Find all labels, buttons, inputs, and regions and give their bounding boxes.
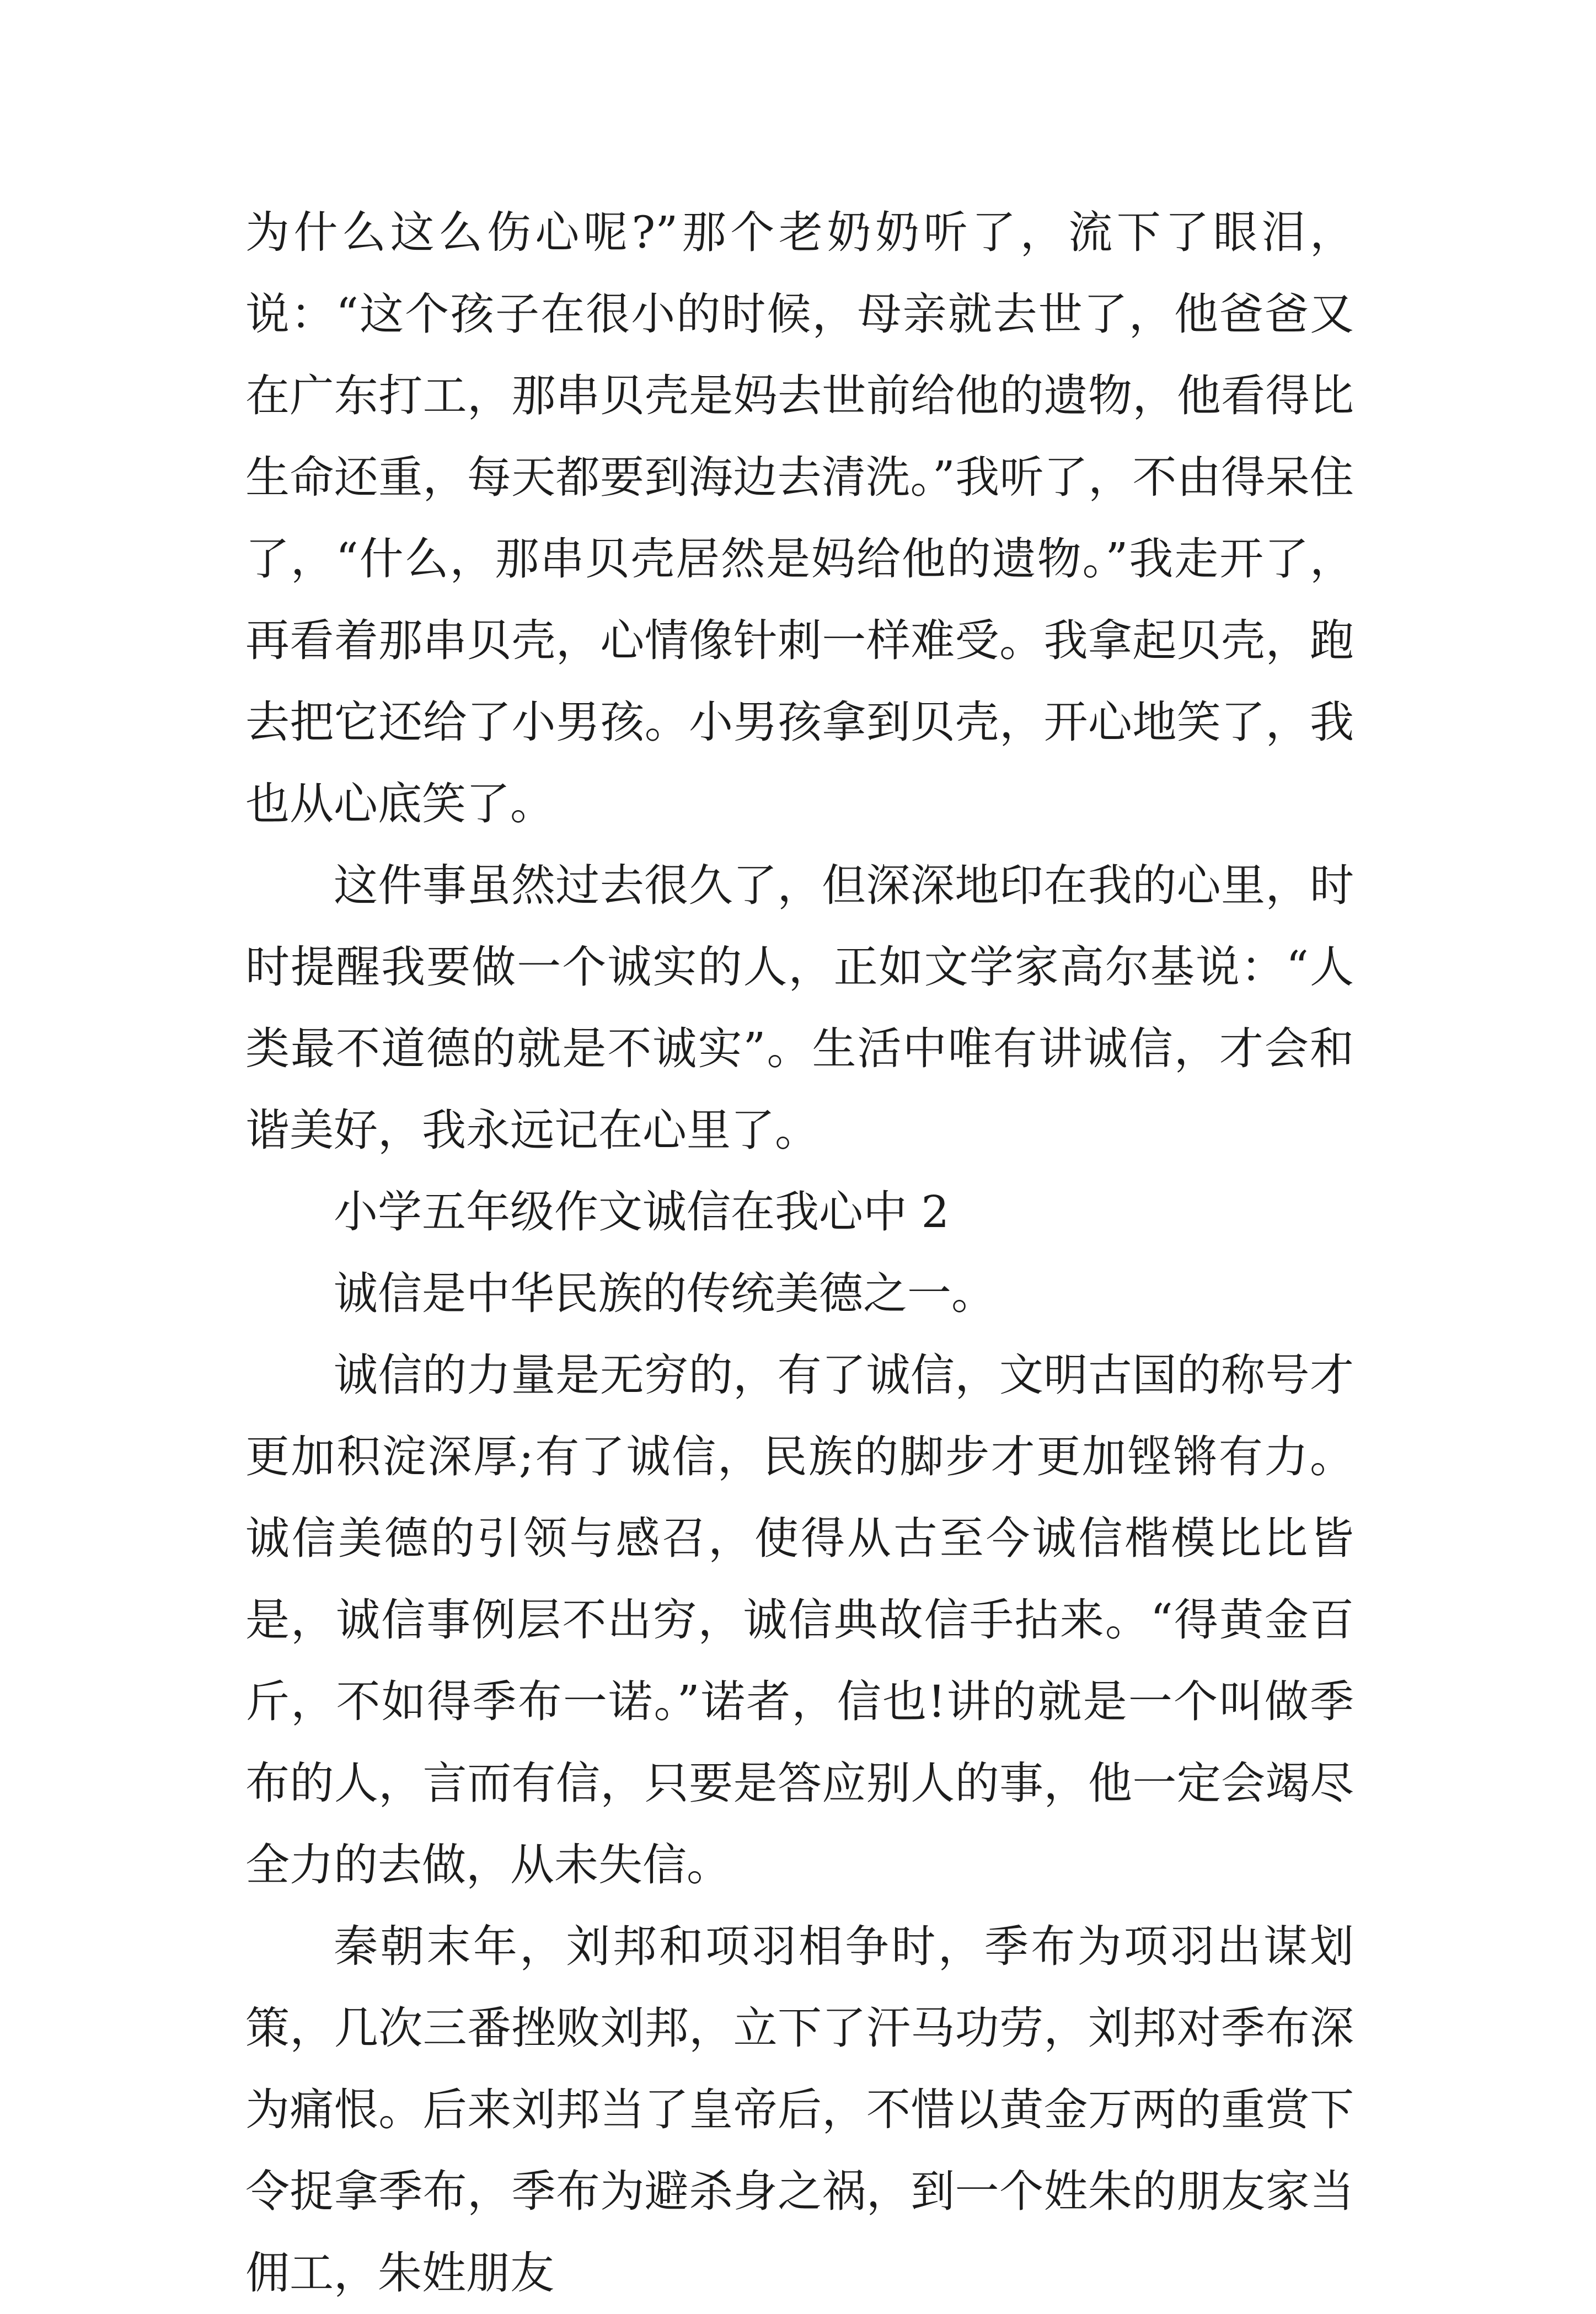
paragraph-ji-bu-story: 秦朝末年，刘邦和项羽相争时，季布为项羽出谋划策，几次三番挫败刘邦，立下了汗马功劳，刘邦对季布深为痛恨。后来刘邦当了皇帝后，不惜以黄金万两的重赏下令捉拿季布，季布为避杀身之祸，到一个姓朱的朋友家当佣工，朱姓朋友 <box>245 1921 1354 2299</box>
paragraph-reflection: 这件事虽然过去很久了，但深深地印在我的心里，时时提醒我要做一个诚实的人，正如文学家高尔基说：“人类最不道德的就是不诚实”。生活中唯有讲诚信，才会和谐美好，我永远记在心里了。 <box>245 860 1354 1156</box>
paragraph-story-ending: 为什么这么伤心呢?”那个老奶奶听了，流下了眼泪，说：“这个孩子在很小的时候，母亲就去世了，他爸爸又在广东打工，那串贝壳是妈去世前给他的遗物，他看得比生命还重，每天都要到海边去清洗。”我听了，不由得呆住了，“什么，那串贝壳居然是妈给他的遗物。”我走开了，再看着那串贝壳，心情像针刺一样难受。我拿起贝壳，跑去把它还给了小男孩。小男孩拿到贝壳，开心地笑了，我也从心底笑了。 <box>245 207 1354 829</box>
essay-title: 小学五年级作文诚信在我心中 2 <box>334 1186 950 1238</box>
paragraph-intro: 诚信是中华民族的传统美德之一。 <box>334 1268 995 1319</box>
document-body <box>245 192 1354 2314</box>
paragraph-power-of-integrity: 诚信的力量是无穷的，有了诚信，文明古国的称号才更加积淀深厚;有了诚信，民族的脚步才更加铿锵有力。诚信美德的引领与感召，使得从古至今诚信楷模比比皆是，诚信事例层不出穷，诚信典故信手拈来。“得黄金百斤，不如得季布一诺。”诺者，信也!讲的就是一个叫做季布的人，言而有信，只要是答应别人的事，他一定会竭尽全力的去做，从未失信。 <box>245 1349 1354 1890</box>
